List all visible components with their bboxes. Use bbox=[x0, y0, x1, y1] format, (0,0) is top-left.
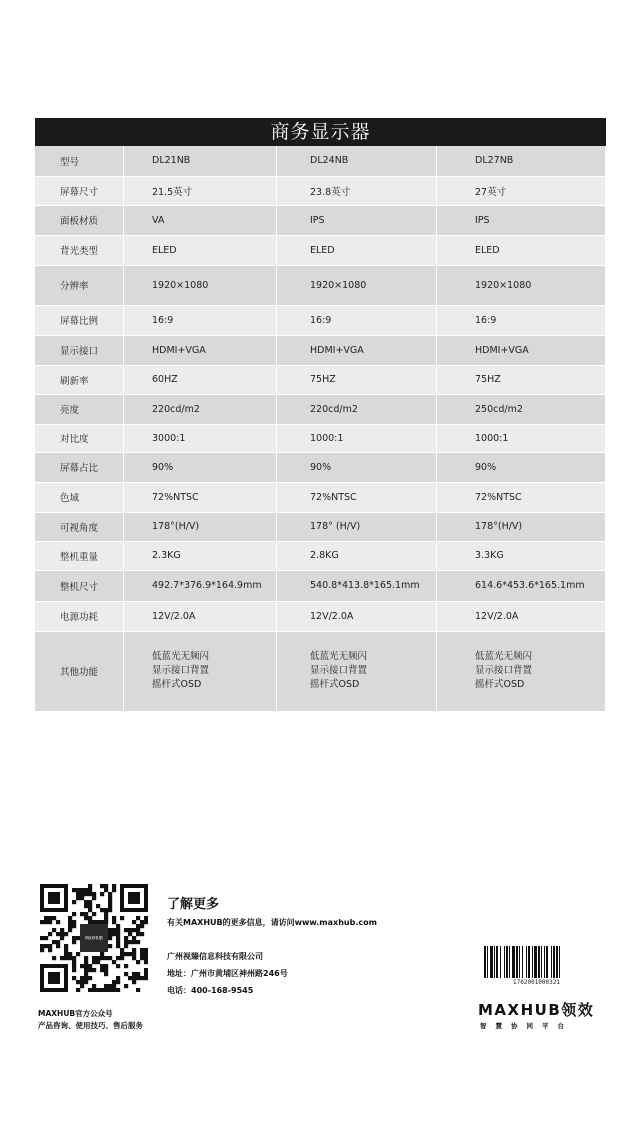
spec-value: ELED bbox=[437, 235, 606, 265]
qr-caption-subtitle: 产品咨询、使用技巧、售后服务 bbox=[38, 1021, 143, 1030]
spec-value: ELED bbox=[277, 235, 437, 265]
spec-value: HDMI+VGA bbox=[437, 335, 606, 365]
spec-value: 2.8KG bbox=[277, 541, 437, 570]
spec-label: 整机重量 bbox=[35, 541, 124, 570]
spec-value: DL21NB bbox=[124, 146, 277, 176]
spec-row bbox=[35, 265, 606, 305]
spec-value: 178° (H/V) bbox=[277, 512, 437, 541]
spec-value: DL27NB bbox=[437, 146, 606, 176]
spec-label: 电源功耗 bbox=[35, 601, 124, 631]
feature-line: 摇杆式OSD bbox=[152, 679, 202, 690]
spec-value: 75HZ bbox=[277, 365, 437, 394]
spec-value: 90% bbox=[277, 452, 437, 482]
spec-value: 1920×1080 bbox=[124, 265, 277, 305]
spec-value: 90% bbox=[437, 452, 606, 482]
spec-label: 色域 bbox=[35, 482, 124, 512]
feature-line: 显示接口背置 bbox=[310, 665, 368, 676]
spec-value: ELED bbox=[124, 235, 277, 265]
qr-code bbox=[40, 884, 148, 992]
spec-value: 72%NTSC bbox=[437, 482, 606, 512]
company-name: 广州视臻信息科技有限公司 bbox=[167, 952, 263, 961]
spec-value: 72%NTSC bbox=[277, 482, 437, 512]
spec-value: 90% bbox=[124, 452, 277, 482]
feature-line: 摇杆式OSD bbox=[310, 679, 360, 690]
spec-table bbox=[35, 146, 606, 712]
feature-line: 低蓝光无频闪 bbox=[475, 651, 533, 662]
spec-value: 27英寸 bbox=[437, 176, 606, 205]
spec-row bbox=[35, 570, 606, 601]
spec-label: 亮度 bbox=[35, 394, 124, 424]
spec-value: 3.3KG bbox=[437, 541, 606, 570]
spec-row bbox=[35, 335, 606, 365]
spec-row bbox=[35, 365, 606, 394]
spec-value: 220cd/m2 bbox=[124, 394, 277, 424]
feature-line: 显示接口背置 bbox=[152, 665, 210, 676]
spec-row bbox=[35, 512, 606, 541]
spec-value-features bbox=[277, 631, 437, 711]
website-note: 有关MAXHUB的更多信息，请访问www.maxhub.com bbox=[167, 918, 377, 927]
spec-label: 背光类型 bbox=[35, 235, 124, 265]
spec-value: 75HZ bbox=[437, 365, 606, 394]
spec-value: VA bbox=[124, 205, 277, 235]
spec-value: 16:9 bbox=[277, 305, 437, 335]
barcode bbox=[484, 946, 589, 978]
spec-value: HDMI+VGA bbox=[277, 335, 437, 365]
spec-row bbox=[35, 235, 606, 265]
company-phone: 电话：400-168-9545 bbox=[167, 986, 254, 995]
spec-label: 分辨率 bbox=[35, 265, 124, 305]
spec-row-other bbox=[35, 631, 606, 711]
spec-value: 250cd/m2 bbox=[437, 394, 606, 424]
spec-row bbox=[35, 176, 606, 205]
spec-sheet bbox=[35, 118, 606, 712]
spec-row bbox=[35, 482, 606, 512]
qr-center-logo: MAXHUB bbox=[85, 935, 103, 941]
spec-title: 商务显示器 bbox=[35, 118, 606, 146]
spec-label: 整机尺寸 bbox=[35, 570, 124, 601]
feature-line: 摇杆式OSD bbox=[475, 679, 525, 690]
spec-value: 3000:1 bbox=[124, 424, 277, 452]
spec-label: 对比度 bbox=[35, 424, 124, 452]
spec-value: 178°(H/V) bbox=[437, 512, 606, 541]
spec-value: 60HZ bbox=[124, 365, 277, 394]
spec-row bbox=[35, 146, 606, 176]
feature-line: 显示接口背置 bbox=[475, 665, 533, 676]
spec-row bbox=[35, 424, 606, 452]
spec-label: 刷新率 bbox=[35, 365, 124, 394]
spec-value: 21.5英寸 bbox=[124, 176, 277, 205]
spec-label: 其他功能 bbox=[35, 631, 124, 711]
spec-label: 可视角度 bbox=[35, 512, 124, 541]
spec-value-features bbox=[437, 631, 606, 711]
spec-value: 23.8英寸 bbox=[277, 176, 437, 205]
spec-value: IPS bbox=[437, 205, 606, 235]
spec-value: 1000:1 bbox=[277, 424, 437, 452]
spec-value: 1920×1080 bbox=[437, 265, 606, 305]
spec-label: 屏幕尺寸 bbox=[35, 176, 124, 205]
spec-value: 72%NTSC bbox=[124, 482, 277, 512]
spec-row bbox=[35, 541, 606, 570]
spec-row bbox=[35, 601, 606, 631]
spec-value-features bbox=[124, 631, 277, 711]
spec-label: 显示接口 bbox=[35, 335, 124, 365]
spec-label: 面板材质 bbox=[35, 205, 124, 235]
spec-label: 屏幕比例 bbox=[35, 305, 124, 335]
spec-value: 492.7*376.9*164.9mm bbox=[124, 570, 277, 601]
spec-row bbox=[35, 452, 606, 482]
brand-slogan: 智慧协同平台 bbox=[480, 1022, 573, 1030]
spec-label: 型号 bbox=[35, 146, 124, 176]
spec-value: 2.3KG bbox=[124, 541, 277, 570]
spec-value: DL24NB bbox=[277, 146, 437, 176]
brand-logo: MAXHUB领效 bbox=[478, 1001, 595, 1019]
qr-caption-title: MAXHUB官方公众号 bbox=[38, 1009, 113, 1018]
company-address: 地址：广州市黄埔区神州路246号 bbox=[167, 969, 288, 978]
spec-value: 16:9 bbox=[437, 305, 606, 335]
spec-value: 178°(H/V) bbox=[124, 512, 277, 541]
contact-info bbox=[167, 893, 377, 996]
spec-value: IPS bbox=[277, 205, 437, 235]
spec-row bbox=[35, 394, 606, 424]
spec-value: 540.8*413.8*165.1mm bbox=[277, 570, 437, 601]
spec-label: 屏幕占比 bbox=[35, 452, 124, 482]
spec-value: 16:9 bbox=[124, 305, 277, 335]
spec-value: 12V/2.0A bbox=[124, 601, 277, 631]
spec-value: 1920×1080 bbox=[277, 265, 437, 305]
spec-value: 614.6*453.6*165.1mm bbox=[437, 570, 606, 601]
spec-value: HDMI+VGA bbox=[124, 335, 277, 365]
spec-value: 1000:1 bbox=[437, 424, 606, 452]
barcode-number: 1702001000321 bbox=[513, 979, 560, 986]
spec-row bbox=[35, 305, 606, 335]
spec-value: 12V/2.0A bbox=[277, 601, 437, 631]
spec-value: 220cd/m2 bbox=[277, 394, 437, 424]
spec-row bbox=[35, 205, 606, 235]
feature-line: 低蓝光无频闪 bbox=[152, 651, 210, 662]
feature-line: 低蓝光无频闪 bbox=[310, 651, 368, 662]
learn-more-heading: 了解更多 bbox=[167, 897, 220, 912]
spec-value: 12V/2.0A bbox=[437, 601, 606, 631]
